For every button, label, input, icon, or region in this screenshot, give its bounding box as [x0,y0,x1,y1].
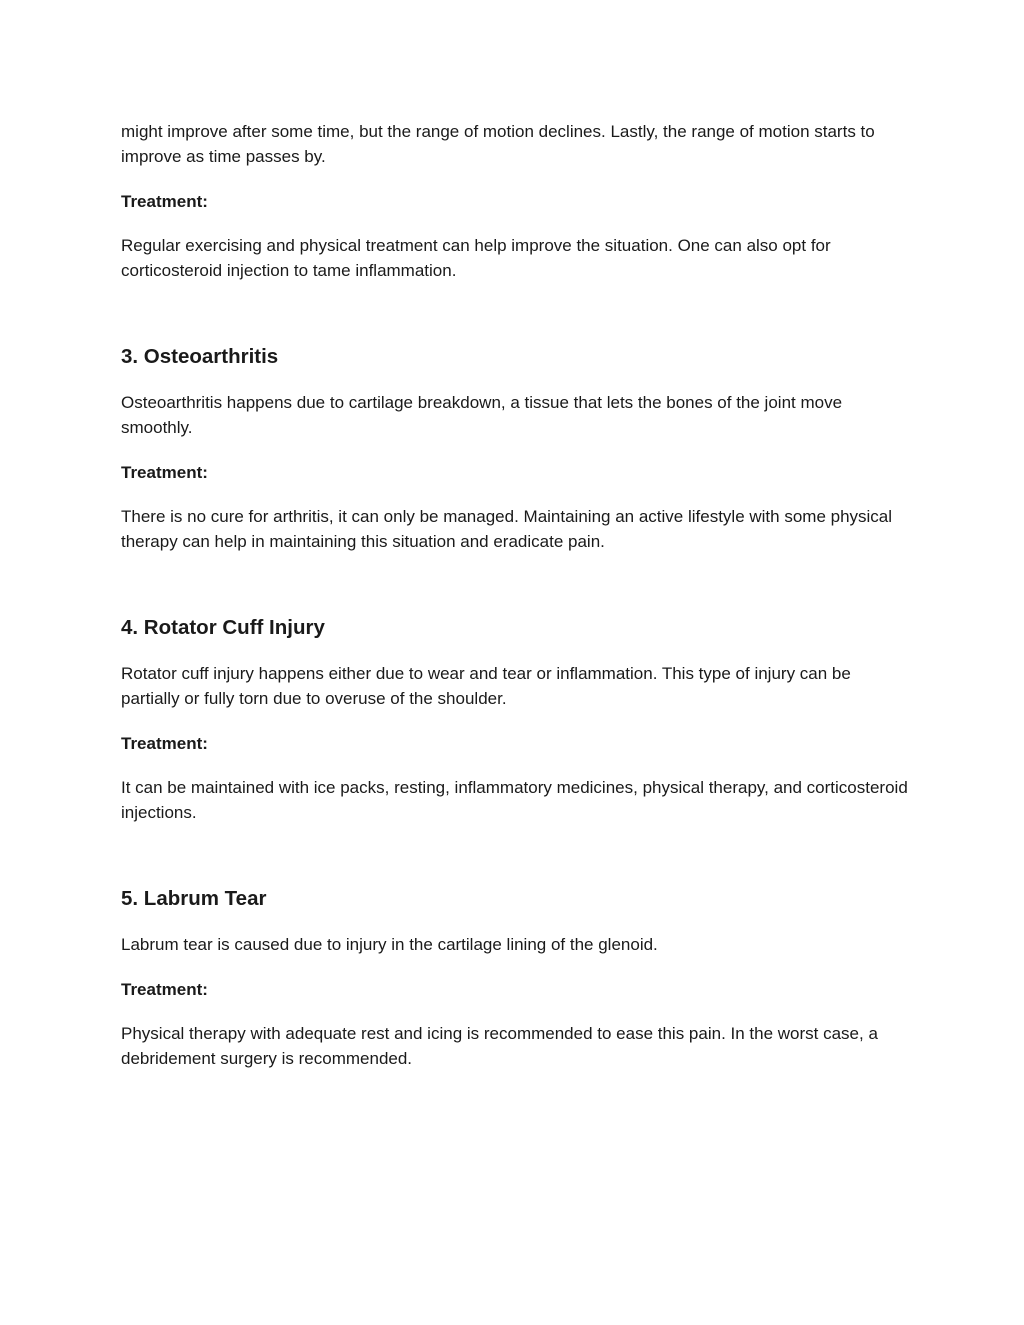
intro-treatment-paragraph: Regular exercising and physical treatment can help improve the situation. One can also opt for corticosteroid injection to tame inflammation. [121,236,831,280]
rotator-cuff-treatment-paragraph: It can be maintained with ice packs, resting, inflammatory medicines, physical therapy, and corticosteroid injections. [121,778,908,822]
rotator-cuff-description: Rotator cuff injury happens either due to wear and tear or inflammation. This type of injury can be partially or fully torn due to overuse of the shoulder. [121,664,851,708]
osteoarthritis-treatment-paragraph: There is no cure for arthritis, it can only be managed. Maintaining an active lifestyle with some physical therapy can help in maintaining this situation and eradicate pain. [121,507,893,551]
rotator-cuff-treatment-label: Treatment: [121,734,208,753]
intro-treatment-label: Treatment: [121,192,208,211]
section-heading-labrum-tear: 5. Labrum Tear [121,887,267,910]
labrum-tear-treatment-paragraph: Physical therapy with adequate rest and icing is recommended to ease this pain. In the worst case, a debridement surgery is recommended. [121,1024,878,1068]
section-heading-osteoarthritis: 3. Osteoarthritis [121,345,279,368]
labrum-tear-treatment-label: Treatment: [121,980,208,999]
osteoarthritis-treatment-label: Treatment: [121,463,208,482]
labrum-tear-description: Labrum tear is caused due to injury in the cartilage lining of the glenoid. [121,935,658,954]
intro-continuation-paragraph: might improve after some time, but the range of motion declines. Lastly, the range of motion starts to improve as time passes by. [121,122,875,166]
osteoarthritis-description: Osteoarthritis happens due to cartilage breakdown, a tissue that lets the bones of the joint move smoothly. [121,393,843,437]
section-heading-rotator-cuff: 4. Rotator Cuff Injury [121,616,325,639]
